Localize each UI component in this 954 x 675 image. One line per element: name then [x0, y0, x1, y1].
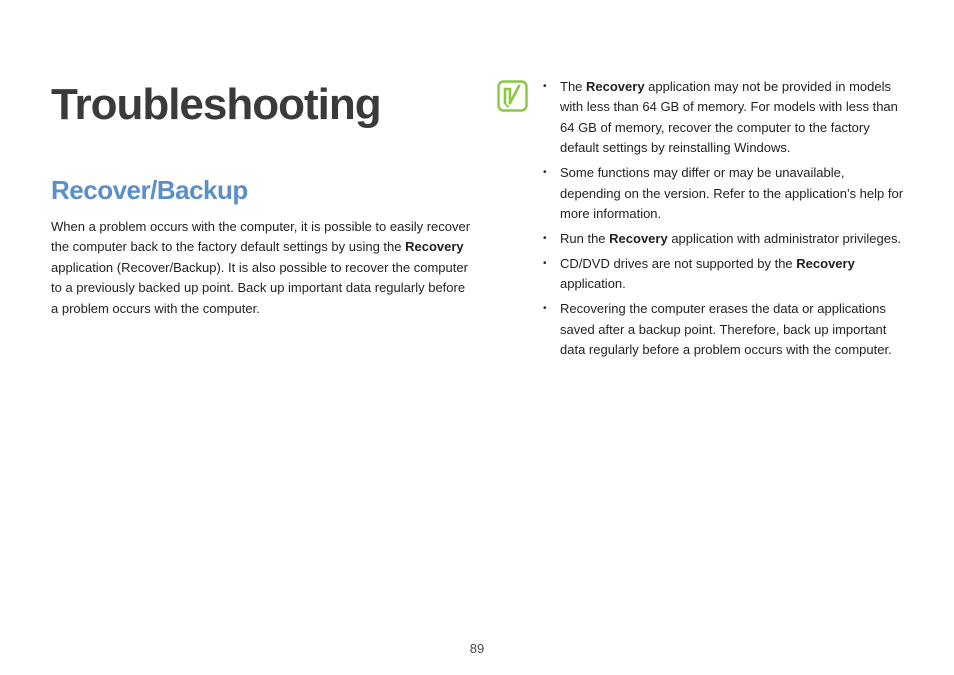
note-text-start: The	[560, 79, 587, 94]
note-bold-term: Recovery	[796, 256, 855, 272]
note-bold-term: Recovery	[586, 79, 645, 94]
note-text-start: Run the	[560, 231, 610, 247]
bullet-icon: •	[543, 233, 547, 245]
intro-text-start: When a problem occurs with the computer, it is possible to easily recover the computer back to the factory default settings by using the	[51, 219, 471, 255]
bullet-icon: •	[543, 81, 547, 92]
note-list	[540, 77, 905, 365]
intro-paragraph	[51, 217, 471, 319]
note-pencil-icon	[497, 80, 528, 112]
note-text-end: application may not be provided in models with less than 64 GB of memory. For models with less than 64 GB of memory, recover the computer to the factory default settings by reinstalling Windows.	[560, 79, 898, 156]
bullet-icon: •	[543, 167, 547, 179]
intro-text-end: application (Recover/Backup). It is also possible to recover the computer to a previously backed up point. Back up important data regularly before a problem occurs with the computer.	[51, 259, 468, 316]
note-text-end: application.	[560, 276, 626, 292]
page-title: Troubleshooting	[51, 80, 381, 129]
section-heading: Recover/Backup	[51, 175, 248, 205]
note-text-start: Some functions may differ or may be unavailable, depending on the version. Refer to the application’s help for more information.	[560, 165, 904, 222]
note-item	[540, 163, 905, 224]
note-item	[540, 254, 905, 295]
note-bold-term: Recovery	[609, 231, 668, 247]
bullet-icon: •	[543, 258, 547, 270]
note-item	[540, 77, 905, 159]
intro-bold-term: Recovery	[405, 239, 464, 255]
page-number: 89	[469, 641, 485, 656]
note-item	[540, 299, 905, 360]
note-text-start: Recovering the computer erases the data or applications saved after a backup point. Therefore, back up important data regularly before a problem occurs with the computer.	[560, 301, 892, 358]
note-item	[540, 229, 905, 249]
note-text-end: application with administrator privileges.	[667, 231, 902, 247]
bullet-icon: •	[543, 303, 547, 315]
note-text-start: CD/DVD drives are not supported by the	[560, 256, 797, 272]
